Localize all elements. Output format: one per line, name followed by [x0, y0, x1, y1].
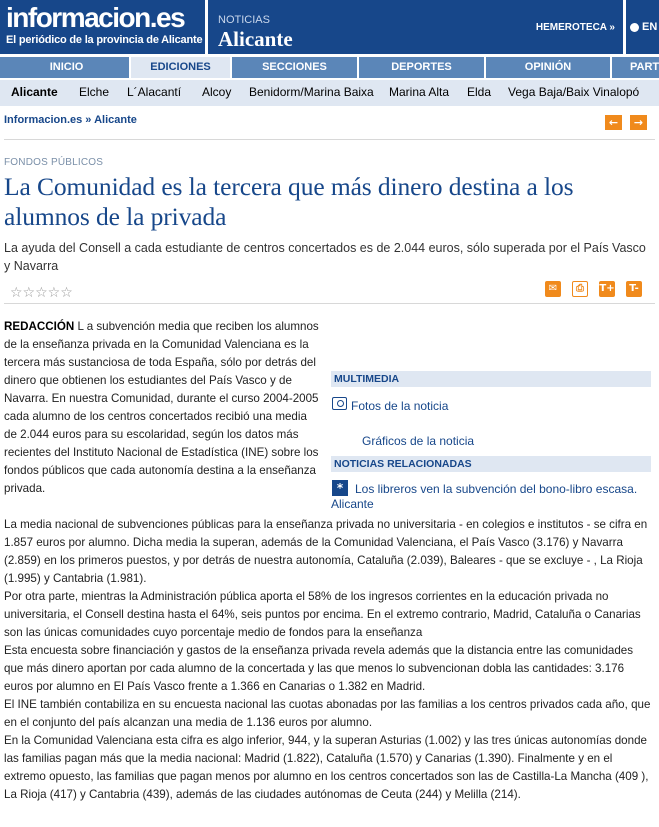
- email-icon[interactable]: ✉: [545, 281, 561, 297]
- subnav-item-vega-baja[interactable]: Vega Baja/Baix Vinalopó: [508, 85, 640, 99]
- multimedia-header: MULTIMEDIA: [331, 371, 651, 387]
- tab-deportes[interactable]: DEPORTES: [359, 57, 486, 78]
- article-body: [4, 516, 655, 804]
- divider: [4, 303, 655, 304]
- subnav-item-alcoy[interactable]: Alcoy: [202, 85, 232, 99]
- tab-ediciones[interactable]: EDICIONES: [131, 57, 232, 78]
- subnav-item-alacanti[interactable]: L´Alacantí: [127, 85, 182, 99]
- site-header: [0, 0, 659, 54]
- related-news-header: NOTICIAS RELACIONADAS: [331, 456, 651, 472]
- subnav-item-elda[interactable]: Elda: [467, 85, 492, 99]
- prev-arrow-button[interactable]: ←: [605, 115, 622, 130]
- fotos-link[interactable]: Fotos de la noticia: [351, 399, 449, 413]
- font-decrease-icon[interactable]: T-: [626, 281, 642, 297]
- subnav-item-elche[interactable]: Elche: [79, 85, 110, 99]
- article-paragraph: El INE también contabiliza en su encuesta nacional las cuotas abonadas por las familias a los centros privados cada año, que en el conjunto del país alcanzan una media de 1.136 euros por alumno.: [4, 698, 651, 729]
- tab-secciones[interactable]: SECCIONES: [232, 57, 359, 78]
- site-logo[interactable]: [0, 0, 205, 54]
- camera-icon: [332, 397, 347, 410]
- article-paragraph: Por otra parte, mientras la Administración pública aporta el 58% de los ingresos corrientes en la educación privada no universitaria, el Consell destina hasta el 64%, seis puntos por encima. En el extremo contrario, Madrid, Cataluña o Canarias son las únicas comunidades cuyo porcentaje medio de fondos para la enseñanza: [4, 590, 641, 639]
- logo-text: informacion.es: [6, 2, 185, 33]
- subnav-item-alicante[interactable]: Alicante: [11, 85, 58, 99]
- article-byline: REDACCIÓN: [4, 320, 75, 333]
- graficos-link[interactable]: Gráficos de la noticia: [362, 434, 475, 448]
- subnav-item-benidorm[interactable]: Benidorm/Marina Baixa: [249, 85, 374, 99]
- edition-label: EN: [642, 21, 658, 33]
- article-paragraph: Esta encuesta sobre financiación y gastos de la enseñanza privada revela además que la distancia entre las comunidades que más dinero aportan por cada alumno de la concertada y las que menos lo subvencionan dobla las cantidades: 3.176 euros por alumno en El País Vasco frente a 1.366 en Canarias o 1.382 en Madrid.: [4, 644, 634, 693]
- print-icon[interactable]: ⎙: [572, 281, 588, 297]
- main-nav: [0, 57, 659, 78]
- article-paragraph: En la Comunidad Valenciana esta cifra es algo inferior, 944, y la superan Asturias (1.002) y las tres únicas autonomías donde las familias pagan más que la media nacional: Madrid (1.822), Cataluña (1.570) y Canarias (1.390). Finalmente y en el extremo opuesto, las familias que pagan menos por alumno en los centros concertados son las de Castilla-La Mancha (409 ), La Rioja (417) y Cantabria (439), además de las ciudades autónomas de Ceuta (244) y Melilla (214).: [4, 734, 649, 801]
- logo-tagline: El periódico de la provincia de Alicante: [6, 34, 203, 46]
- font-increase-icon[interactable]: T+: [599, 281, 615, 297]
- edition-selector[interactable]: [626, 0, 659, 54]
- breadcrumb[interactable]: Informacion.es » Alicante: [4, 114, 137, 126]
- article-lead: [4, 318, 322, 498]
- article-kicker: FONDOS PÚBLICOS: [4, 157, 104, 168]
- tab-participa[interactable]: PART: [630, 61, 659, 73]
- hemeroteca-link[interactable]: HEMEROTECA »: [535, 22, 615, 33]
- section-banner: [208, 0, 623, 54]
- star-icon[interactable]: ☆☆☆☆☆: [10, 285, 73, 301]
- divider: [4, 139, 655, 140]
- article-headline: La Comunidad es la tercera que más dinero destina a los alumnos de la privada: [4, 172, 574, 231]
- article-subhead: La ayuda del Consell a cada estudiante de centros concertados es de 2.044 euros, sólo superada por el País Vasco y Navarra: [4, 241, 646, 273]
- section-label: NOTICIAS: [218, 14, 270, 26]
- section-title: Alicante: [218, 27, 293, 51]
- next-arrow-button[interactable]: →: [630, 115, 647, 130]
- asterisk-icon: *: [332, 480, 348, 496]
- related-news-link[interactable]: Los libreros ven la subvención del bono-libro escasa. Alicante: [331, 482, 638, 511]
- lead-text: L a subvención media que reciben los alumnos de la enseñanza privada en la Comunidad Valenciana es la tercera más sustanciosa de toda España, sólo por detrás del dinero que obtienen los estudiantes del País Vasco y de Navarra. En nuestra Comunidad, durante el curso 2004-2005 cada alumno de los centros concertados recibió una media de 2.044 euros para su escolaridad, según los datos más recientes del Instituto Nacional de Estadística (INE) sobre los fondos públicos que cada autonomía destina a la enseñanza privada.: [4, 320, 319, 495]
- tab-inicio[interactable]: INICIO: [4, 57, 131, 78]
- editions-subnav: [0, 80, 659, 106]
- rating-stars[interactable]: [10, 282, 74, 301]
- radio-dot-icon: [630, 23, 639, 32]
- subnav-item-marina-alta[interactable]: Marina Alta: [389, 85, 450, 99]
- article-paragraph: La media nacional de subvenciones públicas para la enseñanza privada no universitaria - en colegios e institutos - se cifra en 1.857 euros por alumno. Dicha media la superan, además de la Comunidad Valenciana, el País Vasco (3.176) y Navarra (2.859) en los primeros puestos, y por detrás de nuestra autonomía, Cataluña (2.039), Baleares - que se excluye - , La Rioja (1.995) y Cantabria (1.981).: [4, 518, 648, 585]
- tab-opinion[interactable]: OPINIÓN: [486, 57, 612, 78]
